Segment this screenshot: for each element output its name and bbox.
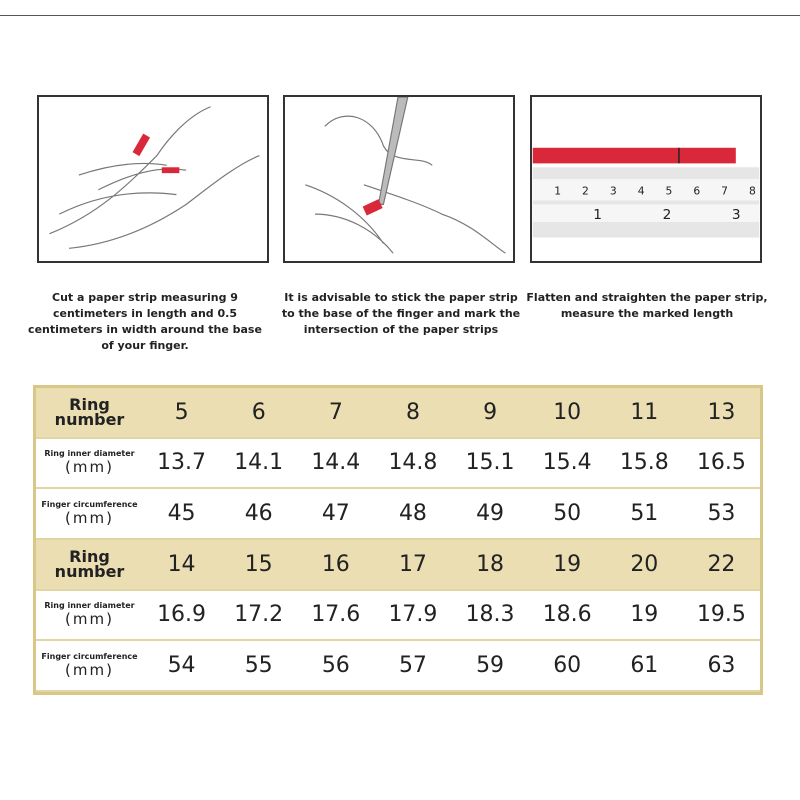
unit-text: (mm)	[65, 509, 114, 528]
ruler-inch-label: 3	[731, 207, 741, 224]
ring-size-cell: 9	[452, 388, 529, 439]
ring-size-cell: 17	[374, 540, 451, 591]
label-text: Ring inner diameter	[44, 601, 135, 611]
ring-size-cell: 13	[683, 388, 760, 439]
circumference-cell: 48	[374, 489, 451, 540]
diameter-cell: 19.5	[683, 591, 760, 642]
circumference-cell: 59	[452, 641, 529, 692]
diameter-cell: 16.9	[143, 591, 220, 642]
circumference-cell: 51	[606, 489, 683, 540]
paper-strip	[533, 148, 736, 164]
label-text: Ring number	[54, 547, 125, 582]
ring-size-cell: 7	[297, 388, 374, 439]
ruler-cm-label: 2	[582, 184, 589, 198]
circumference-cell: 53	[683, 489, 760, 540]
label-text: Finger circumference	[41, 500, 138, 510]
circumference-cell: 57	[374, 641, 451, 692]
diameter-cell: 17.2	[220, 591, 297, 642]
diameter-cell: 14.4	[297, 439, 374, 490]
diameter-cell: 13.7	[143, 439, 220, 490]
inner-diameter-label	[36, 591, 143, 642]
diameter-cell: 14.8	[374, 439, 451, 490]
diameter-cell: 18.6	[529, 591, 606, 642]
unit-text: (mm)	[65, 458, 114, 477]
ruler-cm-label: 1	[554, 184, 562, 198]
circumference-label	[36, 489, 143, 540]
ring-size-cell: 6	[220, 388, 297, 439]
label-text: Ring inner diameter	[44, 449, 135, 459]
ring-size-cell: 5	[143, 388, 220, 439]
ring-size-table	[33, 385, 763, 695]
diameter-cell: 17.9	[374, 591, 451, 642]
ruler-cm-label: 5	[665, 184, 673, 198]
circumference-cell: 56	[297, 641, 374, 692]
diameter-cell: 16.5	[683, 439, 760, 490]
diameter-cell: 14.1	[220, 439, 297, 490]
label-text: Ring number	[54, 395, 125, 430]
unit-text: (mm)	[65, 661, 114, 680]
circumference-cell: 55	[220, 641, 297, 692]
diameter-cell: 15.4	[529, 439, 606, 490]
unit-text: (mm)	[65, 610, 114, 629]
step2-caption: It is advisable to stick the paper strip to the base of the finger and mark the intersection of the paper strips	[281, 291, 521, 336]
inner-diameter-label	[36, 439, 143, 490]
circumference-cell: 49	[452, 489, 529, 540]
ruler-cm-label: 6	[693, 184, 701, 198]
ring-size-cell: 19	[529, 540, 606, 591]
circumference-cell: 63	[683, 641, 760, 692]
circumference-cell: 46	[220, 489, 297, 540]
ring-size-cell: 11	[606, 388, 683, 439]
diameter-cell: 19	[606, 591, 683, 642]
circumference-cell: 45	[143, 489, 220, 540]
step3-ruler-illustration	[530, 95, 762, 263]
ring-number-label	[36, 388, 143, 439]
circumference-label	[36, 641, 143, 692]
ring-size-cell: 15	[220, 540, 297, 591]
ring-size-cell: 14	[143, 540, 220, 591]
ruler-inch-label: 2	[662, 207, 672, 224]
top-divider	[0, 15, 800, 16]
step3-caption: Flatten and straighten the paper strip, measure the marked length	[526, 291, 768, 320]
strip-mark	[678, 148, 679, 164]
step1-caption: Cut a paper strip measuring 9 centimeters in length and 0.5 centimeters in width around the base of your finger.	[28, 291, 262, 352]
ring-size-cell: 8	[374, 388, 451, 439]
diameter-cell: 17.6	[297, 591, 374, 642]
diameter-cell: 15.8	[606, 439, 683, 490]
circumference-cell: 47	[297, 489, 374, 540]
ruler-cm-label: 7	[721, 184, 728, 198]
ring-size-cell: 18	[452, 540, 529, 591]
ring-number-label	[36, 540, 143, 591]
circumference-cell: 54	[143, 641, 220, 692]
step2-illustration	[283, 95, 515, 263]
diameter-cell: 15.1	[452, 439, 529, 490]
label-text: Finger circumference	[41, 652, 138, 662]
ring-size-cell: 16	[297, 540, 374, 591]
step1-illustration	[37, 95, 269, 263]
circumference-cell: 60	[529, 641, 606, 692]
ruler-inch-label: 1	[593, 207, 602, 224]
ring-size-cell: 22	[683, 540, 760, 591]
diameter-cell: 18.3	[452, 591, 529, 642]
ruler-cm-label: 4	[637, 184, 645, 198]
ruler-cm-label: 3	[609, 184, 617, 198]
ring-size-cell: 20	[606, 540, 683, 591]
ring-size-cell: 10	[529, 388, 606, 439]
circumference-cell: 61	[606, 641, 683, 692]
ruler-cm-label: 8	[748, 184, 756, 198]
circumference-cell: 50	[529, 489, 606, 540]
